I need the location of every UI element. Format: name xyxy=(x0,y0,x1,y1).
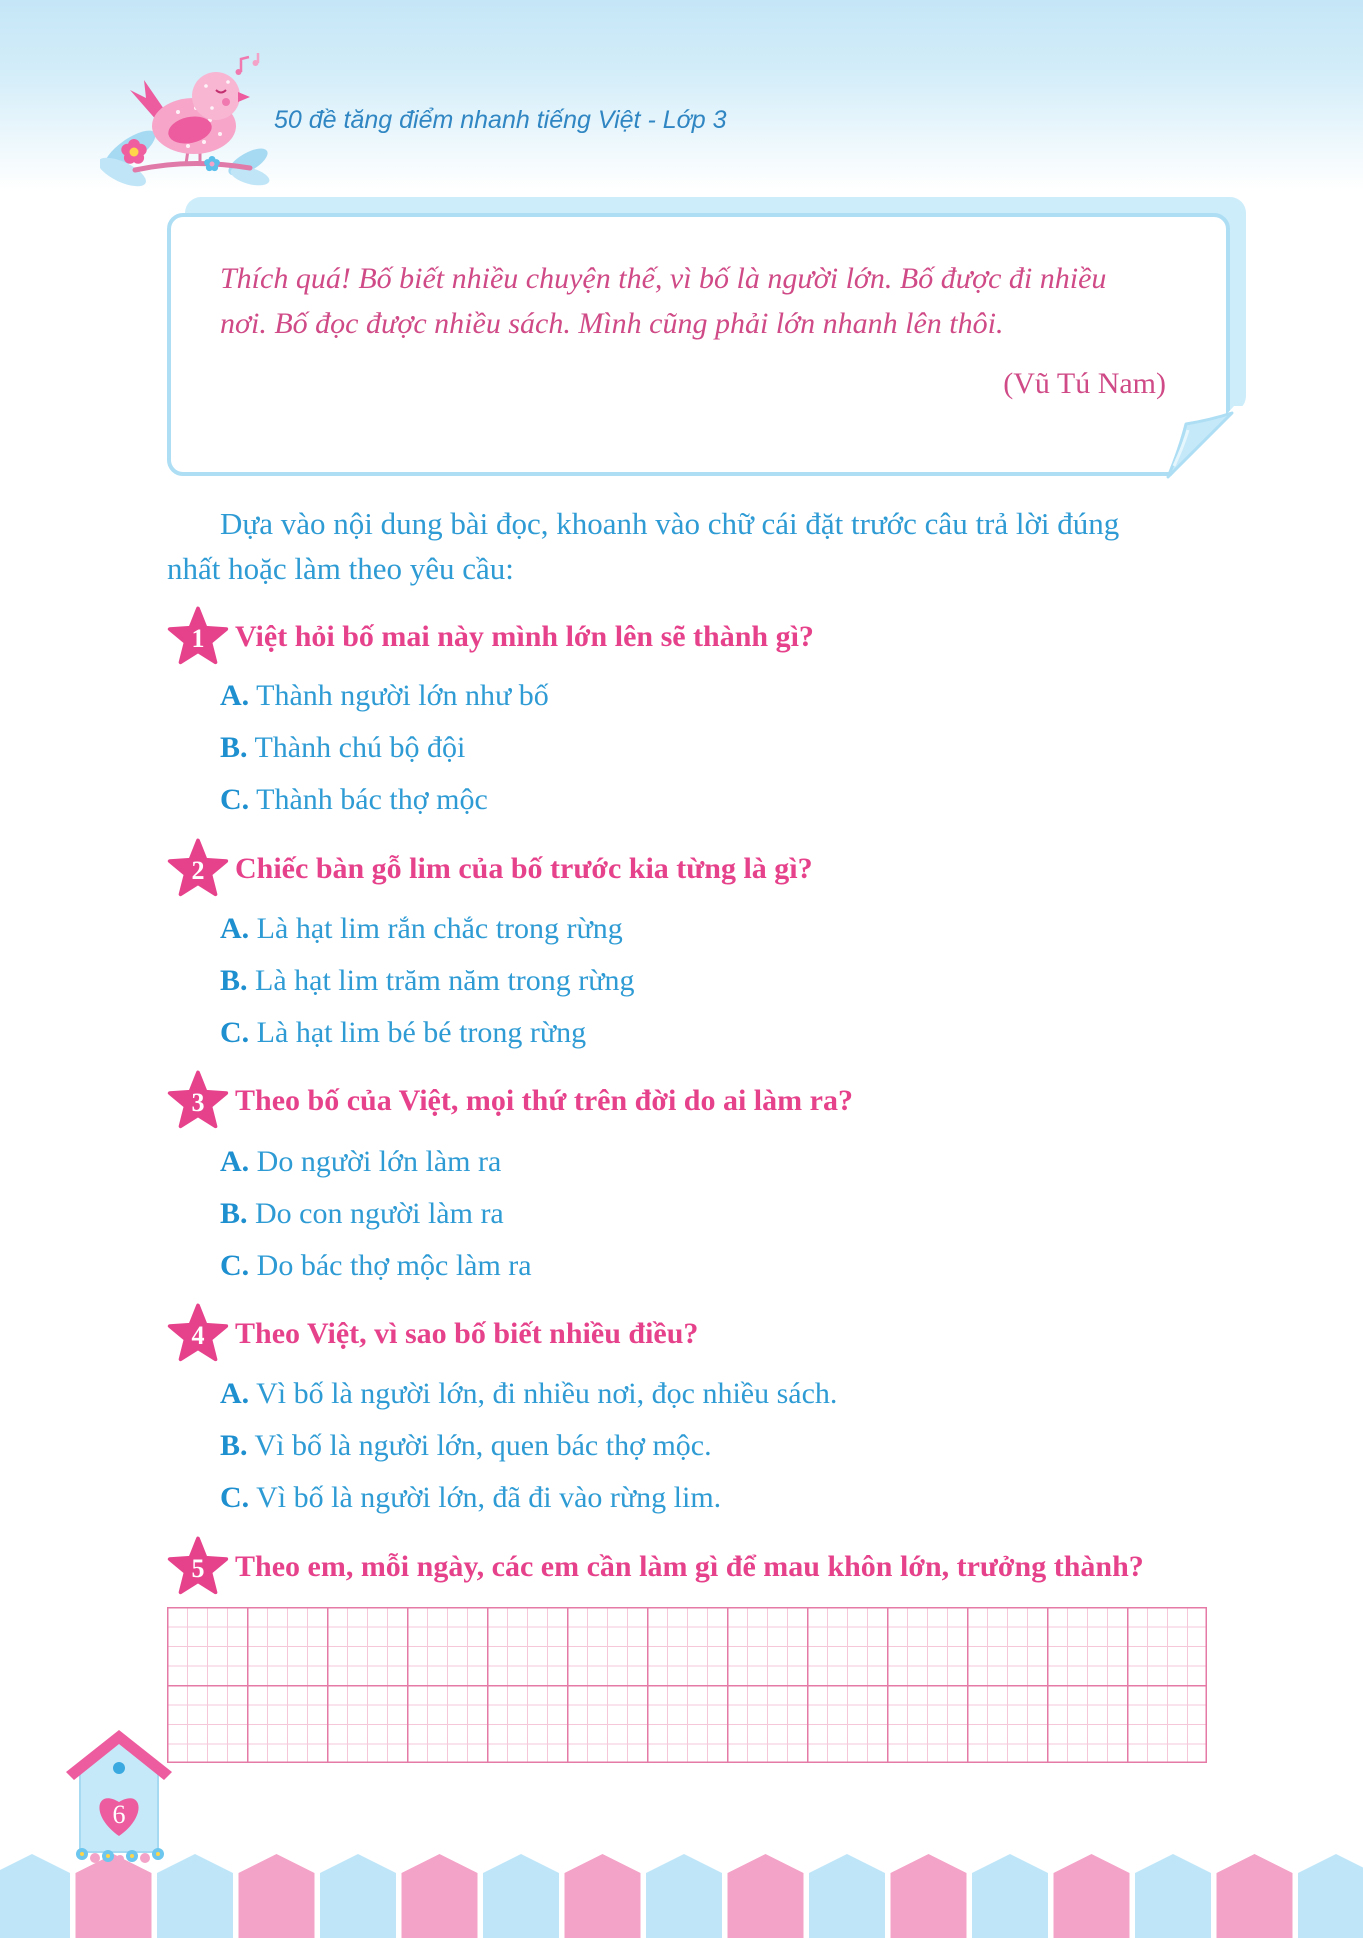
question-text: Theo bố của Việt, mọi thứ trên đời do ai làm ra? xyxy=(235,1084,853,1117)
option-b xyxy=(220,961,635,1001)
fence-picket xyxy=(565,1854,641,1938)
question-text: Theo em, mỗi ngày, các em cần làm gì để mau khôn lớn, trưởng thành? xyxy=(235,1550,1144,1583)
instruction-line: nhất hoặc làm theo yêu cầu: xyxy=(167,551,514,586)
question-number: 5 xyxy=(191,1553,205,1583)
option-text: Là hạt lim bé bé trong rừng xyxy=(256,1016,587,1049)
writing-grid xyxy=(167,1607,1207,1763)
option-text: Do con người làm ra xyxy=(255,1197,504,1230)
fence-picket xyxy=(891,1854,967,1938)
fence-picket xyxy=(402,1854,478,1938)
option-letter: B. xyxy=(220,731,248,764)
fence-picket xyxy=(0,1854,70,1938)
option-text: Vì bố là người lớn, đã đi vào rừng lim. xyxy=(256,1481,722,1514)
option-a xyxy=(220,1142,501,1182)
option-text: Do người lớn làm ra xyxy=(256,1145,502,1178)
option-letter: C. xyxy=(220,1249,250,1282)
fence-picket xyxy=(483,1854,559,1938)
fence-picket xyxy=(1298,1854,1363,1938)
birdhouse-icon xyxy=(66,1728,172,1864)
option-letter: C. xyxy=(220,1016,250,1049)
option-text: Là hạt lim rắn chắc trong rừng xyxy=(256,912,623,945)
fence-picket xyxy=(239,1854,315,1938)
fence-picket xyxy=(1135,1854,1211,1938)
option-letter: A. xyxy=(220,679,250,712)
option-letter: B. xyxy=(220,964,248,997)
option-letter: A. xyxy=(220,1145,250,1178)
fence-picket xyxy=(646,1854,722,1938)
option-a xyxy=(220,1374,837,1414)
option-letter: B. xyxy=(220,1429,248,1462)
instruction-line: Dựa vào nội dung bài đọc, khoanh vào chữ cái đặt trước câu trả lời đúng xyxy=(220,506,1120,541)
option-text: Thành bác thợ mộc xyxy=(256,783,488,816)
passage-line: Thích quá! Bố biết nhiều chuyện thế, vì bố là người lớn. Bố được đi nhiều xyxy=(220,262,1107,295)
question-number: 2 xyxy=(191,855,205,885)
option-b xyxy=(220,1426,712,1466)
bird-icon xyxy=(100,50,270,190)
star-icon xyxy=(167,1070,229,1132)
option-b xyxy=(220,1194,504,1234)
option-letter: C. xyxy=(220,783,250,816)
page-number: 6 xyxy=(112,1800,126,1829)
fence-picket xyxy=(76,1854,152,1938)
fence-picket xyxy=(320,1854,396,1938)
option-letter: B. xyxy=(220,1197,248,1230)
star-icon xyxy=(167,1536,229,1598)
question-number: 4 xyxy=(191,1320,205,1350)
option-letter: A. xyxy=(220,912,250,945)
passage-author: (Vũ Tú Nam) xyxy=(1003,367,1166,400)
question-number: 3 xyxy=(191,1087,205,1117)
option-b xyxy=(220,728,465,768)
question-text: Việt hỏi bố mai này mình lớn lên sẽ thành gì? xyxy=(235,620,814,653)
option-text: Là hạt lim trăm năm trong rừng xyxy=(255,964,635,997)
option-text: Vì bố là người lớn, đi nhiều nơi, đọc nhiều sách. xyxy=(256,1377,838,1410)
option-text: Thành chú bộ đội xyxy=(254,731,466,764)
option-a xyxy=(220,676,549,716)
option-c xyxy=(220,1246,532,1286)
fence-picket xyxy=(972,1854,1048,1938)
star-icon xyxy=(167,1303,229,1365)
option-text: Vì bố là người lớn, quen bác thợ mộc. xyxy=(254,1429,712,1462)
star-icon xyxy=(167,838,229,900)
option-text: Thành người lớn như bố xyxy=(256,679,549,712)
option-c xyxy=(220,1013,586,1053)
star-icon xyxy=(167,606,229,668)
book-title: 50 đề tăng điểm nhanh tiếng Việt - Lớp 3 xyxy=(274,106,727,134)
fence-picket xyxy=(728,1854,804,1938)
option-c xyxy=(220,780,488,820)
question-text: Chiếc bàn gỗ lim của bố trước kia từng là gì? xyxy=(235,852,813,885)
question-text: Theo Việt, vì sao bố biết nhiều điều? xyxy=(235,1317,699,1350)
option-c xyxy=(220,1478,721,1518)
passage-line: nơi. Bố đọc được nhiều sách. Mình cũng phải lớn nhanh lên thôi. xyxy=(220,307,1004,340)
fence-picket xyxy=(809,1854,885,1938)
fence-picket xyxy=(1217,1854,1293,1938)
fence-picket xyxy=(157,1854,233,1938)
option-letter: A. xyxy=(220,1377,250,1410)
question-number: 1 xyxy=(191,623,205,653)
option-text: Do bác thợ mộc làm ra xyxy=(256,1249,532,1282)
option-a xyxy=(220,909,623,949)
fence-picket xyxy=(1054,1854,1130,1938)
option-letter: C. xyxy=(220,1481,250,1514)
page-curl-icon xyxy=(1140,400,1250,482)
fence-decoration xyxy=(0,1850,1363,1938)
passage-box xyxy=(167,213,1230,476)
